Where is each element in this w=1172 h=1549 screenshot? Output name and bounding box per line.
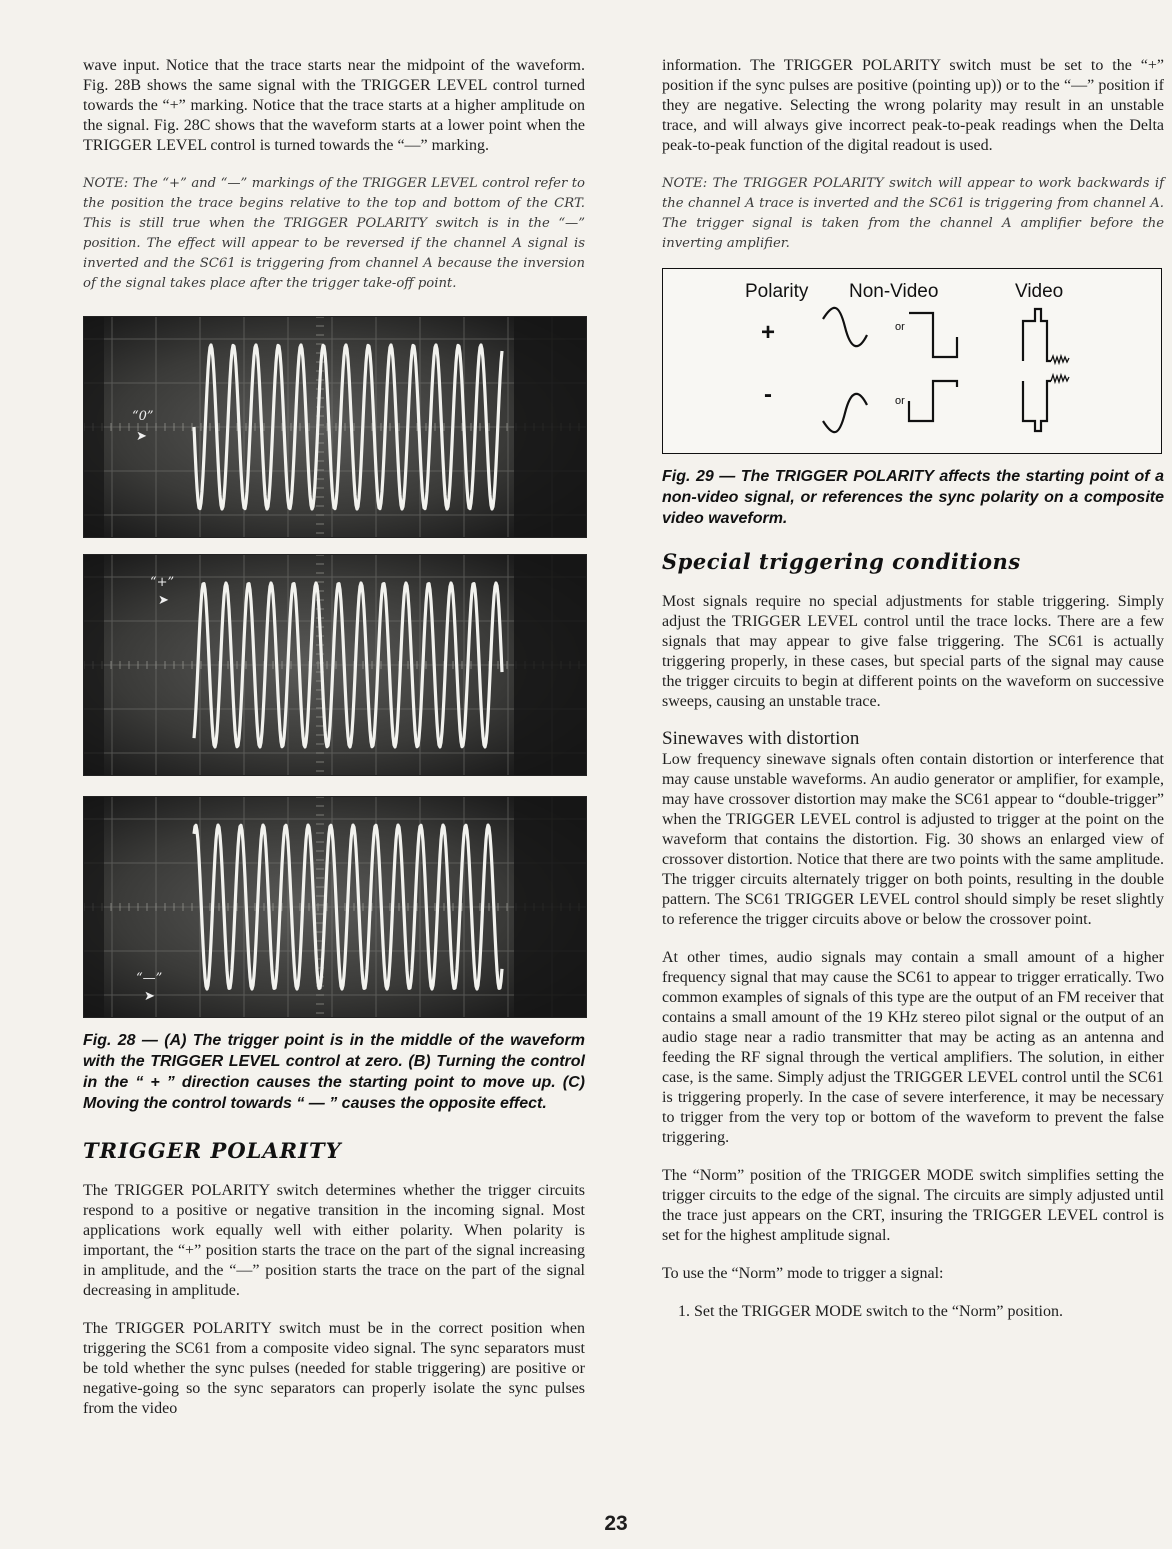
scope-label-plus: “+” xyxy=(150,575,175,590)
or-label: or xyxy=(895,395,905,407)
page-number: 23 xyxy=(604,1512,628,1535)
or-label: or xyxy=(895,321,905,333)
scope-label-minus: “—” xyxy=(136,971,163,986)
scope-photo-c xyxy=(83,796,587,1018)
crt-edge xyxy=(514,317,586,537)
minus-sign: - xyxy=(764,381,772,408)
polarity-waveforms xyxy=(663,269,1161,453)
right-paragraph-5: The “Norm” position of the TRIGGER MODE switch simplifies setting the trigger circuits to the edge of the signal. The circuits are simply adjusted until the trace just appears on the CRT, insuring the TRIGGER LEVEL control is set for the highest amplitude signal. xyxy=(662,1167,1164,1244)
negative-square-wave xyxy=(909,381,957,421)
crt-edge xyxy=(514,555,586,775)
scope-label-zero: “0” xyxy=(132,409,154,424)
right-paragraph-3: Low frequency sinewave signals often contain distortion or interference that may cause unstable waveforms. An audio generator or amplifier, for example, may have crossover distortion may make the SC61 appear to “double-trigger” when the TRIGGER LEVEL control is adjusted to trigger at the point on the waveform that contains the distortion. Fig. 30 shows an enlarged view of crossover distortion. Notice that there are two points with the same amplitude. The trigger circuits alternately trigger on both points, resulting in the double pattern. The SC61 TRIGGER LEVEL control should simply be reset slightly to reference the trigger circuits above or below the crossover point. xyxy=(662,751,1164,928)
special-triggering-heading: Special triggering conditions xyxy=(662,549,1021,574)
positive-square-wave xyxy=(909,313,957,357)
scope-photo-b xyxy=(83,554,587,776)
sinewaves-distortion-subheading: Sinewaves with distortion xyxy=(662,728,860,749)
video-header: Video xyxy=(1015,281,1064,302)
left-paragraph-3: The TRIGGER POLARITY switch must be in the correct position when triggering the SC61 from a composite video signal. The sync separators must be told whether the sync pulses (needed for stable triggering) are positive or negative-going so the sync separators can properly isolate the sync pulses from the video xyxy=(83,1320,585,1417)
crt-edge xyxy=(514,797,586,1017)
positive-video-noise xyxy=(1051,356,1069,363)
left-paragraph-1: wave input. Notice that the trace starts near the midpoint of the waveform. Fig. 28B shows the same signal with the TRIGGER LEVEL control turned towards the “+” marking. Notice that the trace starts at a higher amplitude on the signal. Fig. 28C shows that the waveform starts at a lower point when the TRIGGER LEVEL control is turned towards the “—” marking. xyxy=(83,57,585,154)
fig29-caption: Fig. 29 — The TRIGGER POLARITY affects the starting point of a non-video signal, or references the sync polarity on a composite video waveform. xyxy=(662,468,1164,527)
right-paragraph-2: Most signals require no special adjustments for stable triggering. Simply adjust the TRIGGER LEVEL control until the trace locks. There are a few signals that may appear to give false triggering. The SC61 is actually triggering properly, in these cases, but special parts of the signal may cause the trigger circuits to begin at different points on the waveform on successive sweeps, causing an unstable trace. xyxy=(662,593,1164,710)
right-paragraph-4: At other times, audio signals may contain a small amount of a higher frequency signal that may cause the SC61 to appear to trigger erratically. Two common examples of signals of this type are the output of an FM receiver that contains a small amount of the 19 KHz stereo pilot signal or the output of an audio stage near a radio transmitter that may be acting as an antenna and feeding the RF signal through the vertical amplifiers. The solution, in either case, is the same. Simply adjust the TRIGGER LEVEL control until the SC61 is triggering properly. In the case of severe interference, it may be necessary to trigger from the very top or bottom of the waveform to prevent the false triggering. xyxy=(662,949,1164,1146)
fig28-caption: Fig. 28 — (A) The trigger point is in the middle of the waveform with the TRIGGER LEVEL control at zero. (B) Turning the control in the “ + ” direction causes the starting point to move up. (C) Moving the control towards “ — ” causes the opposite effect. xyxy=(83,1032,585,1112)
trigger-polarity-note: NOTE: The TRIGGER POLARITY switch will appear to work backwards if the channel A trace is inverted and the SC61 is triggering from channel A. The trigger signal is taken from the channel A amplifier before the inverting amplifier. xyxy=(662,176,1164,251)
left-paragraph-2: The TRIGGER POLARITY switch determines whether the trigger circuits respond to a positive or negative transition in the incoming signal. Most applications work equally well with either polarity. When polarity is important, the “+” position starts the trace on the part of the signal increasing in amplitude, and the “—” position starts the trace on the part of the signal decreasing in amplitude. xyxy=(83,1182,585,1299)
trigger-level-note: NOTE: The “+” and “—” markings of the TRIGGER LEVEL control refer to the position the trace begins relative to the top and bottom of the CRT. This is still true when the TRIGGER POLARITY switch is in the “—” position. The effect will appear to be reversed if the channel A signal is inverted and the SC61 is triggering from channel A because the inversion of the signal takes place after the trigger take-off point. xyxy=(83,176,585,291)
negative-video-noise xyxy=(1051,375,1069,382)
polarity-header: Polarity xyxy=(745,281,809,302)
right-paragraph-6: To use the “Norm” mode to trigger a signal: xyxy=(662,1265,944,1282)
step-1: 1. Set the TRIGGER MODE switch to the “Norm” position. xyxy=(678,1303,1063,1320)
right-column xyxy=(662,56,1164,1322)
arrow-icon: ➤ xyxy=(144,989,155,1004)
arrow-icon: ➤ xyxy=(136,429,147,444)
trigger-polarity-heading: TRIGGER POLARITY xyxy=(83,1138,342,1163)
arrow-icon: ➤ xyxy=(158,593,169,608)
left-column xyxy=(83,56,585,1419)
crt-edge xyxy=(84,797,104,1017)
fig29-polarity-diagram xyxy=(662,268,1162,454)
negative-sine-wave xyxy=(823,394,867,432)
scope-photo-a xyxy=(83,316,587,538)
crt-edge xyxy=(84,317,104,537)
non-video-header: Non-Video xyxy=(849,281,939,302)
negative-video-sync xyxy=(1023,381,1051,431)
crt-edge xyxy=(84,555,104,775)
plus-sign: + xyxy=(761,319,776,346)
positive-sine-wave xyxy=(823,308,867,346)
positive-video-sync xyxy=(1023,309,1051,361)
right-paragraph-1: information. The TRIGGER POLARITY switch must be set to the “+” position if the sync pulses are positive (pointing up)) or to the “—” position if they are negative. Selecting the wrong polarity may result in an unstable trace, and will always give incorrect peak-to-peak readings when the Delta peak-to-peak function of the digital readout is used. xyxy=(662,57,1164,154)
